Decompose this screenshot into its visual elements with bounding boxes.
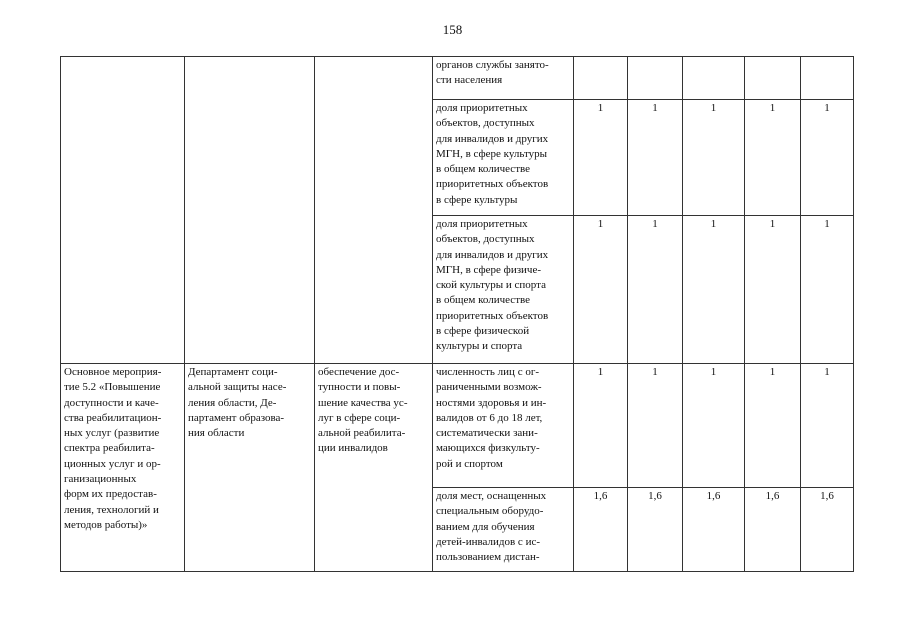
value-cell: 1 (745, 216, 801, 364)
value-cell: 1 (801, 364, 854, 488)
value-cell: 1 (683, 216, 745, 364)
value-cell: 1,6 (574, 488, 628, 572)
value-cell: 1 (683, 100, 745, 216)
table-row (61, 364, 854, 488)
value-cell: 1 (745, 100, 801, 216)
value-cell: 1 (801, 100, 854, 216)
result-cell: обеспечение дос- тупности и повы- шение качества ус- луг в сфере соци- альной реабилита- ции инвалидов (315, 364, 433, 572)
value-cell (628, 57, 683, 100)
value-cell: 1 (628, 364, 683, 488)
indicator-cell: доля приоритетных объектов, доступных для инвалидов и других МГН, в сфере культуры в общем количестве приоритетных объектов в сфере культуры (433, 100, 574, 216)
value-cell: 1 (745, 364, 801, 488)
indicator-cell: доля мест, оснащенных специальным оборудо- ванием для обучения детей-инвалидов с ис- пользованием дистан- (433, 488, 574, 572)
executor-cell: Департамент соци- альной защиты насе- ления области, Де- партамент образова- ния области (185, 364, 315, 572)
indicator-cell: численность лиц с ог- раниченными возмож- ностями здоровья и ин- валидов от 6 до 18 лет, систематически зани- мающихся физкульту- рой и спортом (433, 364, 574, 488)
value-cell: 1 (801, 216, 854, 364)
value-cell (801, 57, 854, 100)
value-cell: 1 (574, 364, 628, 488)
indicator-cell: органов службы занято- сти населения (433, 57, 574, 100)
value-cell: 1,6 (683, 488, 745, 572)
value-cell (683, 57, 745, 100)
value-cell: 1 (683, 364, 745, 488)
value-cell: 1 (574, 216, 628, 364)
value-cell: 1 (574, 100, 628, 216)
executor-cell-empty (185, 57, 315, 364)
value-cell (574, 57, 628, 100)
result-cell-empty (315, 57, 433, 364)
value-cell: 1,6 (801, 488, 854, 572)
value-cell: 1 (628, 100, 683, 216)
measure-name-cell-empty (61, 57, 185, 364)
value-cell: 1,6 (745, 488, 801, 572)
value-cell: 1,6 (628, 488, 683, 572)
page-number: 158 (442, 22, 463, 37)
table-row (61, 57, 854, 100)
value-cell: 1 (628, 216, 683, 364)
value-cell (745, 57, 801, 100)
program-table (60, 56, 854, 572)
indicator-cell: доля приоритетных объектов, доступных для инвалидов и других МГН, в сфере физиче- ской культуры и спорта в общем количестве приоритетных объектов в сфере физической культуры и спорта (433, 216, 574, 364)
measure-name-cell: Основное мероприя- тие 5.2 «Повышение доступности и каче- ства реабилитацион- ных услуг (развитие спектра реабилита- ционных услуг и ор- ганизационных форм их предостав- ления, технологий и методов работы)» (61, 364, 185, 572)
